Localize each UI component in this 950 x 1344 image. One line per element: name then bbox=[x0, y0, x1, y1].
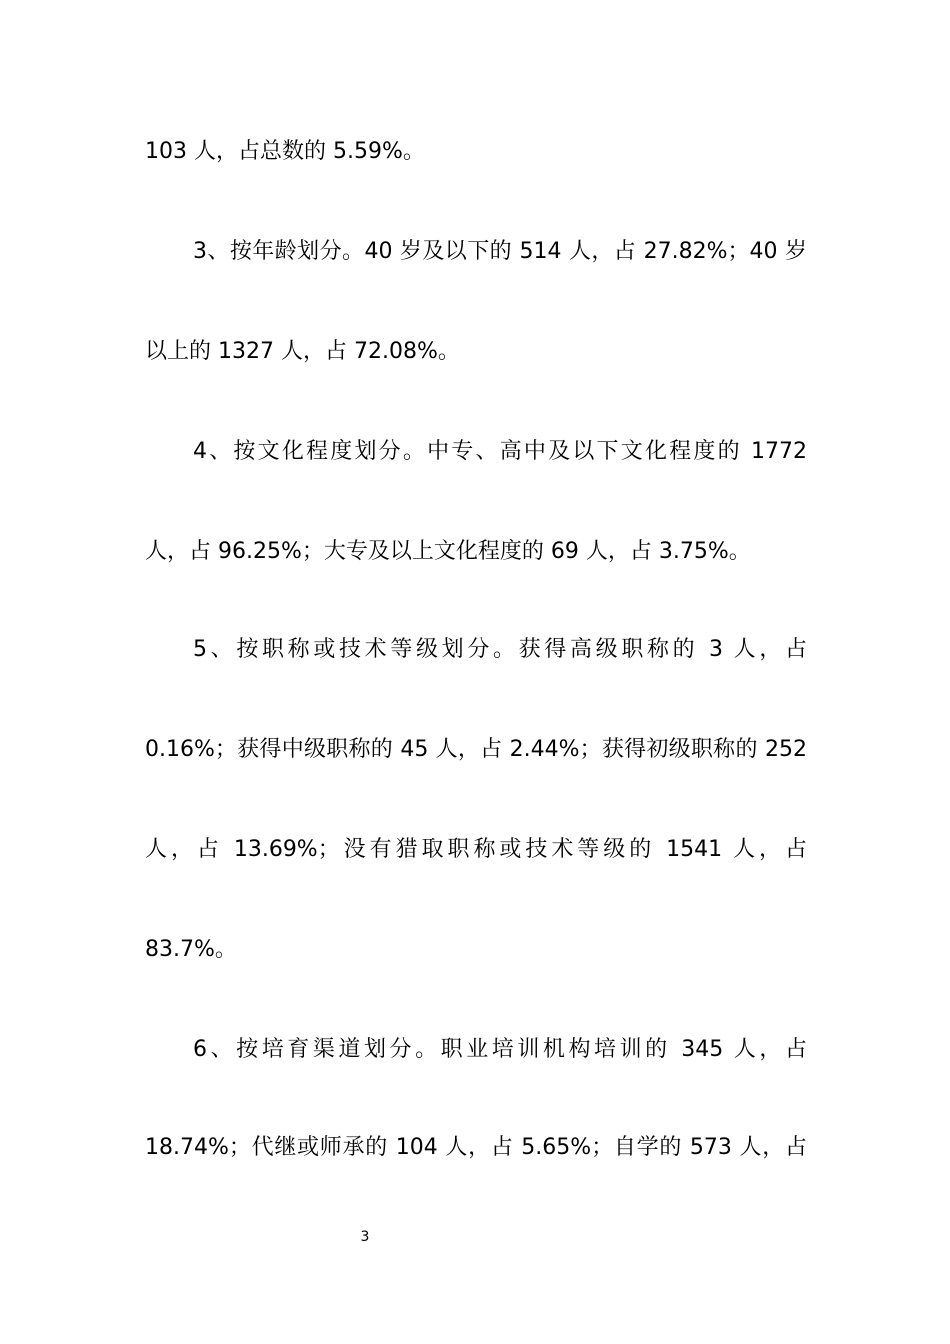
paragraph-line: 83.7%。 bbox=[145, 937, 237, 962]
paragraph-line: 人，占 96.25%；大专及以上文化程度的 69 人，占 3.75%。 bbox=[145, 539, 751, 564]
paragraph-line: 人，占 13.69%；没有猎取职称或技术等级的 1541 人，占 bbox=[145, 837, 807, 862]
page-number: 3 bbox=[360, 1229, 370, 1245]
paragraph-line: 3、按年龄划分。40 岁及以下的 514 人，占 27.82%；40 岁 bbox=[193, 239, 807, 264]
paragraph-line: 以上的 1327 人，占 72.08%。 bbox=[145, 339, 460, 364]
paragraph-line: 5、按职称或技术等级划分。获得高级职称的 3 人，占 bbox=[193, 637, 807, 662]
paragraph-line: 0.16%；获得中级职称的 45 人，占 2.44%；获得初级职称的 252 bbox=[145, 737, 807, 762]
paragraph-line: 18.74%；代继或师承的 104 人，占 5.65%；自学的 573 人，占 bbox=[145, 1135, 807, 1160]
paragraph-line: 103 人，占总数的 5.59%。 bbox=[145, 139, 425, 164]
paragraph-line: 4、按文化程度划分。中专、高中及以下文化程度的 1772 bbox=[193, 439, 807, 464]
paragraph-line: 6、按培育渠道划分。职业培训机构培训的 345 人，占 bbox=[193, 1037, 807, 1062]
